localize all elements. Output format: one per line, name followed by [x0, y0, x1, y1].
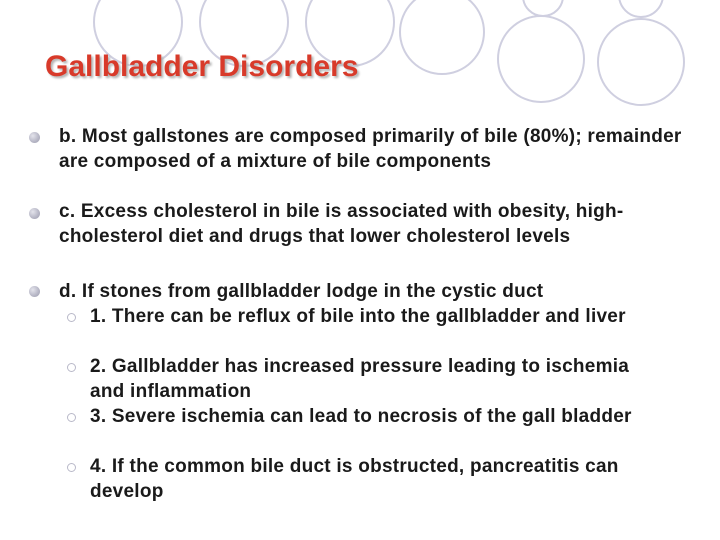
sub-bullet-icon: [67, 463, 76, 472]
bullet-item: b. Most gallstones are composed primarily of bile (80%); remainder are composed of a mixture of bile components: [59, 126, 682, 172]
sub-bullet-icon: [67, 313, 76, 322]
sub-bullet-item: 3. Severe ischemia can lead to necrosis of the gall bladder: [90, 406, 632, 427]
bullet-icon: [29, 208, 40, 219]
bullet-icon: [29, 286, 40, 297]
bullet-item: d. If stones from gallbladder lodge in the cystic duct: [59, 281, 544, 302]
sub-bullet-icon: [67, 363, 76, 372]
bullet-icon: [29, 132, 40, 143]
bullet-item: c. Excess cholesterol in bile is associated with obesity, high-cholesterol diet and drugs that lower cholesterol levels: [59, 201, 624, 247]
sub-bullet-icon: [67, 413, 76, 422]
sub-bullet-item: 1. There can be reflux of bile into the gallbladder and liver: [90, 306, 626, 327]
sub-bullet-item: 2. Gallbladder has increased pressure leading to ischemia and inflammation: [90, 356, 630, 402]
slide-title: Gallbladder Disorders: [45, 50, 359, 83]
sub-bullet-item: 4. If the common bile duct is obstructed, pancreatitis can develop: [90, 456, 619, 502]
